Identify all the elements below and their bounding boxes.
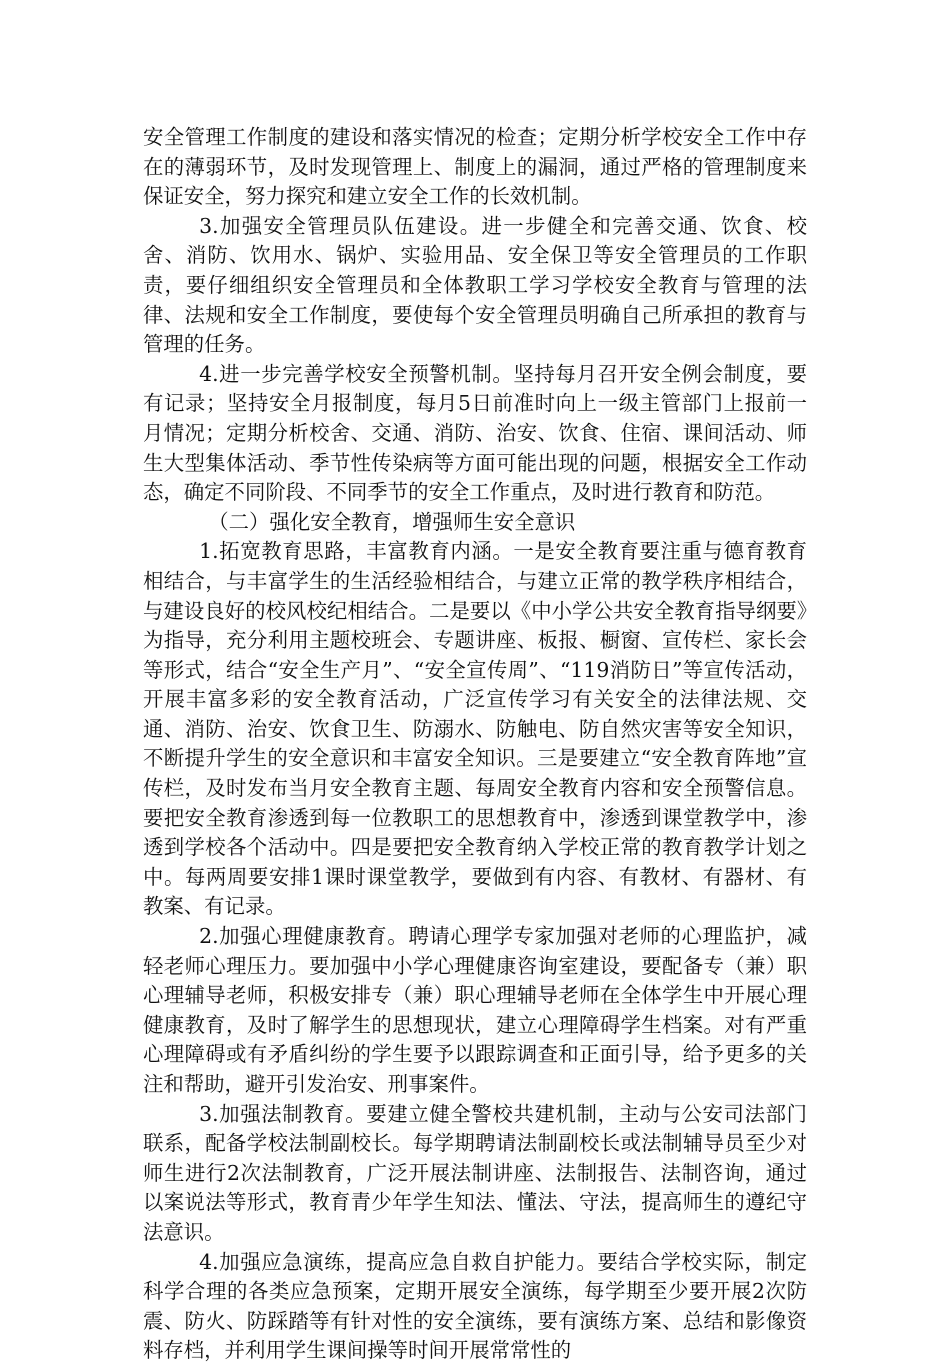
paragraph-legal-education: 3.加强法制教育。要建立健全警校共建机制，主动与公安司法部门联系，配备学校法制副校长。每学期聘请法制副校长或法制辅导员至少对师生进行2次法制教育，广泛开展法制讲座、法制报告、法制咨询，通过以案说法等形式，教育青少年学生知法、懂法、守法，提高师生的遵纪守法意识。 (143, 1101, 807, 1244)
section-heading: （二）强化安全教育，增强师生安全意识 (208, 509, 576, 534)
paragraph-safety-manager-team: 3.加强安全管理员队伍建设。进一步健全和完善交通、饮食、校舍、消防、饮用水、锅炉、实验用品、安全保卫等安全管理员的工作职责，要仔细组织安全管理员和全体教职工学习学校安全教育与管理的法律、法规和安全工作制度，要使每个安全管理员明确自己所承担的教育与管理的任务。 (143, 213, 807, 357)
paragraph-emergency-drills: 4.加强应急演练，提高应急自救自护能力。要结合学校实际，制定科学合理的各类应急预案，定期开展安全演练，每学期至少要开展2次防震、防火、防踩踏等有针对性的安全演练，要有演练方案、总结和影像资料存档，并利用学生课间操等时间开展常常性的 (143, 1249, 807, 1363)
paragraph-education-ideas: 1.拓宽教育思路，丰富教育内涵。一是安全教育要注重与德育教育相结合，与丰富学生的生活经验相结合，与建立正常的教学秩序相结合，与建设良好的校风校纪相结合。二是要以《中小学公共安全教育指导纲要》为指导，充分利用主题校班会、专题讲座、板报、橱窗、宣传栏、家长会等形式，结合“安全生产月”、“安全宣传周”、“119消防日”等宣传活动，开展丰富多彩的安全教育活动，广泛宣传学习有关安全的法律法规、交通、消防、治安、饮食卫生、防溺水、防触电、防自然灾害等安全知识，不断提升学生的安全意识和丰富安全知识。三是要建立“安全教育阵地”宣传栏，及时发布当月安全教育主题、每周安全教育内容和安全预警信息。要把安全教育渗透到每一位教职工的思想教育中，渗透到课堂教学中，渗透到学校各个活动中。四是要把安全教育纳入学校正常的教育教学计划之中。每两周要安排1课时课堂教学，要做到有内容、有教材、有器材、有教案、有记录。 (143, 539, 807, 919)
paragraph-early-warning: 4.进一步完善学校安全预警机制。坚持每月召开安全例会制度，要有记录；坚持安全月报制度，每月5日前准时向上一级主管部门上报前一月情况；定期分析校舍、交通、消防、治安、饮食、住宿、课间活动、师生大型集体活动、季节性传染病等方面可能出现的问题，根据安全工作动态，确定不同阶段、不同季节的安全工作重点，及时进行教育和防范。 (143, 361, 807, 505)
paragraph-continuation: 安全管理工作制度的建设和落实情况的检查；定期分析学校安全工作中存在的薄弱环节，及时发现管理上、制度上的漏洞，通过严格的管理制度来保证安全，努力探究和建立安全工作的长效机制。 (143, 125, 807, 209)
paragraph-mental-health: 2.加强心理健康教育。聘请心理学专家加强对老师的心理监护，减轻老师心理压力。要加强中小学心理健康咨询室建设，要配备专（兼）职心理辅导老师，积极安排专（兼）职心理辅导老师在全体学生中开展心理健康教育，及时了解学生的思想现状，建立心理障碍学生档案。对有严重心理障碍或有矛盾纠纷的学生要予以跟踪调查和正面引导，给予更多的关注和帮助，避开引发治安、刑事案件。 (143, 924, 807, 1096)
document-page (143, 123, 807, 1366)
